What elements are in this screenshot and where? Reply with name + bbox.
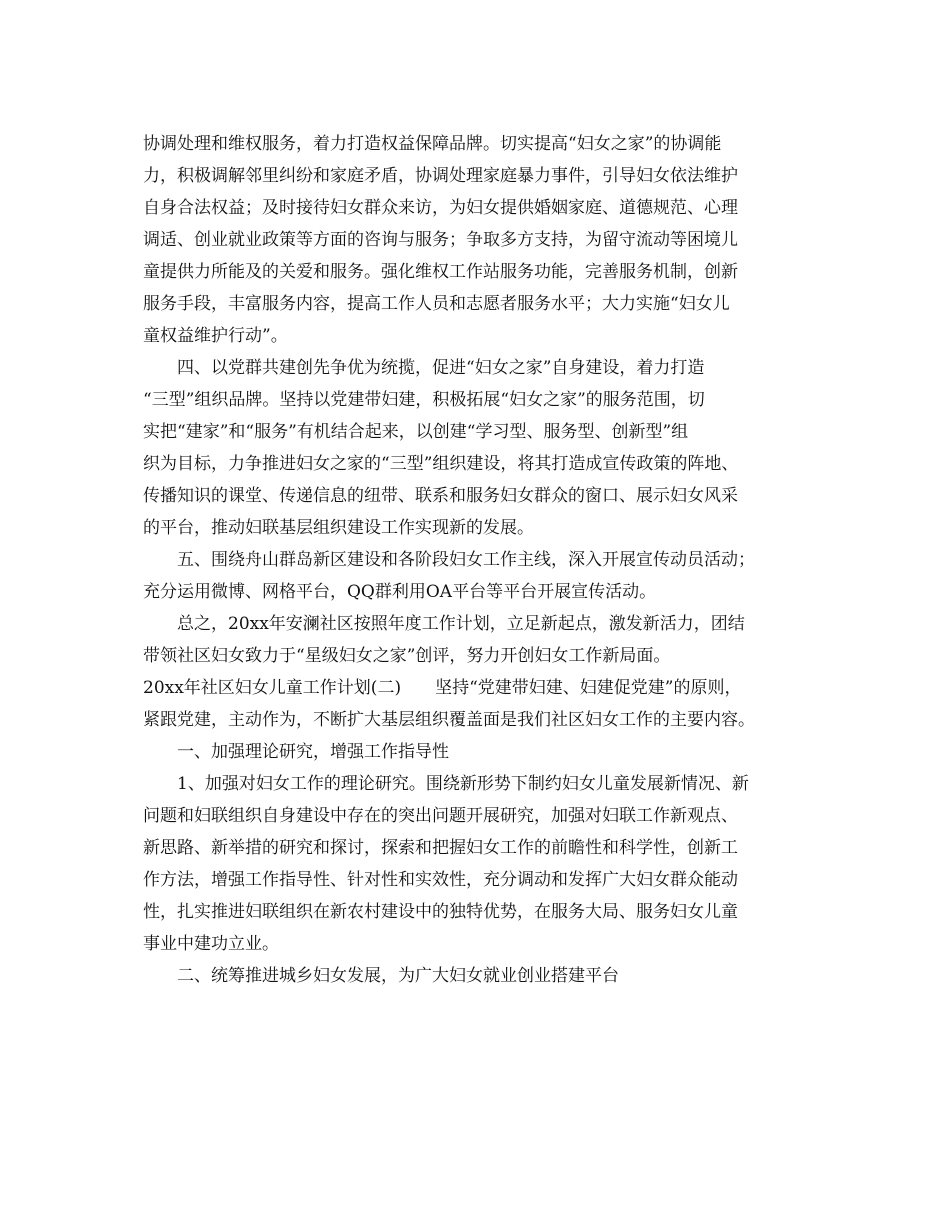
text-line: 织为目标，力争推进妇女之家的“三型”组织建设，将其打造成宣传政策的阵地、 — [143, 454, 739, 474]
text-line: 带领社区妇女致力于“星级妇女之家”创评，努力开创妇女工作新局面。 — [143, 646, 671, 666]
text-line: 紧跟党建，主动作为，不断扩大基层组织覆盖面是我们社区妇女工作的主要内容。 — [143, 710, 755, 730]
text-line: “三型”组织品牌。坚持以党建带妇建，积极拓展“妇女之家”的服务范围，切 — [143, 390, 705, 410]
text-line: 力，积极调解邻里纠纷和家庭矛盾，协调处理家庭暴力事件，引导妇女依法维护 — [143, 166, 738, 186]
text-line: 自身合法权益；及时接待妇女群众来访，为妇女提供婚姻家庭、道德规范、心理 — [143, 198, 738, 218]
text-line: 童提供力所能及的关爱和服务。强化维权工作站服务功能，完善服务机制，创新 — [143, 262, 738, 282]
text-line: 总之，20xx年安澜社区按照年度工作计划，立足新起点，激发新活力，团结 — [143, 614, 745, 634]
text-line: 童权益维护行动”。 — [143, 326, 288, 346]
text-line: 问题和妇联组织自身建设中存在的突出问题开展研究，加强对妇联工作新观点、 — [143, 806, 738, 826]
text-line: 新思路、新举措的研究和探讨，探索和把握妇女工作的前瞻性和科学性，创新工 — [143, 838, 738, 858]
text-line: 调适、创业就业政策等方面的咨询与服务；争取多方支持，为留守流动等困境儿 — [143, 230, 738, 250]
text-line: 的平台，推动妇联基层组织建设工作实现新的发展。 — [143, 518, 534, 538]
text-line: 作方法，增强工作指导性、针对性和实效性，充分调动和发挥广大妇女群众能动 — [143, 870, 738, 890]
text-line: 四、以党群共建创先争优为统揽，促进“妇女之家”自身建设，着力打造 — [143, 358, 705, 378]
text-line: 实把“建家”和“服务”有机结合起来，以创建“学习型、服务型、创新型”组 — [143, 422, 689, 442]
text-line: 五、围绕舟山群岛新区建设和各阶段妇女工作主线，深入开展宣传动员活动； — [143, 550, 755, 570]
text-line: 二、统筹推进城乡妇女发展，为广大妇女就业创业搭建平台 — [143, 966, 619, 986]
text-line: 一、加强理论研究，增强工作指导性 — [143, 742, 449, 762]
text-line: 性，扎实推进妇联组织在新农村建设中的独特优势，在服务大局、服务妇女儿童 — [143, 902, 738, 922]
text-line: 协调处理和维权服务，着力打造权益保障品牌。切实提高“妇女之家”的协调能 — [143, 134, 722, 154]
text-line: 充分运用微博、网格平台，QQ群利用OA平台等平台开展宣传活动。 — [143, 582, 657, 602]
text-line: 事业中建功立业。 — [143, 934, 279, 954]
text-line: 传播知识的课堂、传递信息的纽带、联系和服务妇女群众的窗口、展示妇女风采 — [143, 486, 738, 506]
text-line: 服务手段，丰富服务内容，提高工作人员和志愿者服务水平；大力实施“妇女儿 — [143, 294, 730, 314]
text-line: 1、加强对妇女工作的理论研究。围绕新形势下制约妇女儿童发展新情况、新 — [143, 774, 749, 794]
text-line: 20xx年社区妇女儿童工作计划(二) 坚持“党建带妇建、妇建促党建”的原则， — [143, 678, 742, 698]
